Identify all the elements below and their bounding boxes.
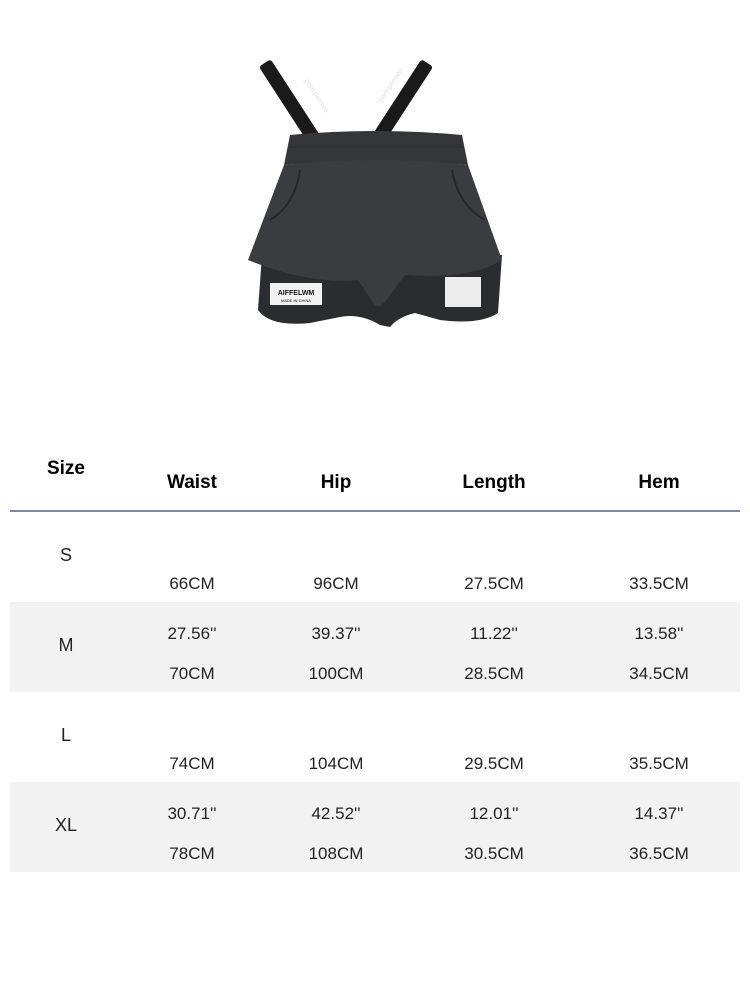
hip-cm: 104CM (308, 754, 364, 773)
hem-in: 13.58'' (634, 624, 684, 643)
care-label (445, 277, 481, 307)
svg-text:pom pensée: pom pensée (302, 78, 330, 115)
hip-in: 42.52'' (311, 804, 361, 823)
size-label: M (58, 635, 74, 655)
hip-in: 39.37'' (311, 624, 361, 643)
length-cm: 27.5CM (464, 574, 524, 593)
size-label: XL (54, 815, 78, 835)
header-waist: Waist (167, 472, 217, 493)
size-label: L (60, 725, 72, 745)
shorts-illustration (240, 55, 510, 340)
svg-text:AIFFELWM: AIFFELWM (277, 290, 315, 297)
waist-cm: 78CM (169, 844, 215, 863)
hip-cm: 96CM (313, 574, 359, 593)
waist-in: 30.71'' (167, 804, 217, 823)
hem-cm: 35.5CM (629, 754, 689, 773)
length-in: 12.01'' (469, 804, 519, 823)
svg-text:pom pensée: pom pensée (377, 67, 405, 104)
table-row-s (10, 512, 740, 602)
waist-cm: 70CM (169, 664, 215, 683)
table-row-m (10, 602, 740, 692)
product-image (240, 55, 510, 340)
header-length: Length (462, 472, 526, 493)
header-hem: Hem (638, 472, 680, 493)
hem-cm: 36.5CM (629, 844, 689, 863)
header-hip: Hip (320, 472, 352, 493)
brand-label (270, 283, 322, 305)
length-cm: 28.5CM (464, 664, 524, 683)
hem-cm: 34.5CM (629, 664, 689, 683)
size-table (10, 440, 740, 872)
waist-cm: 66CM (169, 574, 215, 593)
waist-in: 27.56'' (167, 624, 217, 643)
table-row-l (10, 692, 740, 782)
length-cm: 29.5CM (464, 754, 524, 773)
size-label: S (59, 545, 73, 565)
hem-in: 14.37'' (634, 804, 684, 823)
table-header (10, 440, 740, 512)
hip-cm: 108CM (308, 844, 364, 863)
length-in: 11.22'' (470, 624, 518, 643)
svg-text:MADE IN CHINA: MADE IN CHINA (280, 298, 312, 303)
hem-cm: 33.5CM (629, 574, 689, 593)
length-cm: 30.5CM (464, 844, 524, 863)
header-size: Size (46, 458, 86, 479)
table-row-xl (10, 782, 740, 872)
waist-cm: 74CM (169, 754, 215, 773)
hip-cm: 100CM (308, 664, 364, 683)
